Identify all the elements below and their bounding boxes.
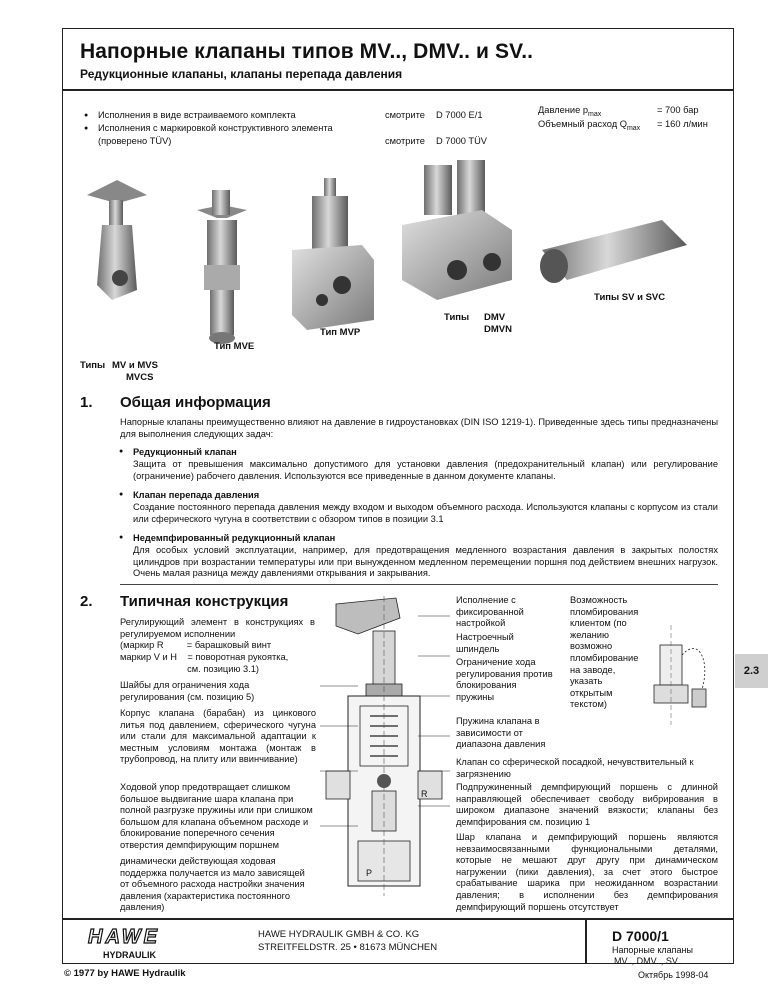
section2-title: Типичная конструкция — [120, 593, 289, 610]
s2-left-2: (маркир R = барашковый винт — [120, 640, 272, 650]
section1-title: Общая информация — [120, 394, 271, 411]
label-mv-c: MVCS — [126, 372, 154, 383]
product-photos — [62, 150, 734, 390]
page-subtitle: Редукционные клапаны, клапаны перепада давления — [80, 67, 403, 81]
s2-left-8: динамически действующая ходовая поддержка получается из мало зависящей от объемного расхода настройки значения давления (характеристика постоянного давления) — [120, 856, 305, 913]
sv-valve-image — [540, 220, 687, 283]
label-mv-a: Типы — [80, 360, 106, 371]
s2-mid-1: Исполнение с фиксированной настройкой — [456, 595, 524, 629]
footer-divider — [62, 918, 734, 920]
mvp-valve-image — [292, 178, 374, 330]
label-mv-b: MV и MVS — [112, 360, 158, 371]
item3-text: Для особых условий эксплуатации, например, для предотвращения медленного возрастания давления в закрытых полостях цилиндров при возрастании температуры или при вынужденном медленном перемещении поршня под действием внешних нагрузок. Очень малая разница между давлениями открывания и закрывания. — [133, 545, 718, 579]
valve-cross-section — [318, 596, 450, 896]
mve-valve-image — [197, 190, 247, 344]
header-divider — [62, 89, 734, 91]
company-address: STREITFELDSTR. 25 • 81673 MÜNCHEN — [258, 942, 438, 953]
s2-mid-2: Настроечный шпиндель — [456, 632, 514, 654]
intro-bullet-2-cont: (проверено TÜV) — [98, 136, 172, 146]
doc-date: Октябрь 1998-04 — [638, 970, 709, 980]
s2-right-top: Возможность пломбирования клиентом (по желанию возможно пломбирование на заводе, указать открытым текстом) — [570, 595, 639, 710]
label-mve: Тип MVE — [214, 341, 255, 352]
ref-1: D 7000 E/1 — [436, 110, 483, 120]
copyright: © 1977 by HAWE Hydraulik — [64, 968, 186, 979]
hawe-logo: HAWE — [88, 926, 160, 948]
port-r-label: R — [421, 789, 428, 799]
item1-heading: ● Редукционный клапан — [133, 447, 237, 457]
section2-number: 2. — [80, 593, 93, 610]
doc-desc-2: MV.., DMV.., SV.. — [614, 956, 683, 966]
label-mvp: Тип MVP — [320, 327, 361, 338]
spec-flow-label: Объемный расход $Q_{max}$ — [538, 119, 641, 132]
s2-left-3: маркир V и H = поворотная рукоятка, — [120, 652, 289, 662]
see-label-1: смотрите — [385, 110, 425, 120]
s2-right-3: Шар клапана и демпфирующий поршень являются невзаимосвязанными функциональными деталями, которые не мешают друг другу при динамическом нагружении (пики давления), за счет этого быстрое срабатывание шарика при неожиданном возрастании давления; в исполнении без демпфирования демпфирующий поршень отсутствует — [456, 832, 718, 912]
label-dmv-c: DMVN — [484, 324, 512, 335]
port-p-label: P — [366, 868, 373, 878]
spec-pressure-value: = 700 бар — [657, 105, 699, 115]
hawe-logo-sub: HYDRAULIK — [103, 950, 156, 960]
dmv-valve-image — [402, 160, 512, 300]
spec-pressure-label: Давление $p_{max}$ — [538, 105, 602, 118]
mv-valve-image — [87, 180, 147, 300]
page-title: Напорные клапаны типов MV.., DMV.. и SV.. — [80, 40, 534, 63]
intro-bullet-2: ● Исполнения с маркировкой конструктивного элемента — [98, 122, 333, 134]
s2-mid-3: Ограничение хода регулирования против блокирования пружины — [456, 657, 553, 702]
section1-number: 1. — [80, 394, 93, 411]
s2-left-4: см. позицию 3.1) — [120, 664, 260, 674]
sealing-drawing — [640, 625, 720, 725]
s2-left-5: Шайбы для ограничения хода регулирования (см. позицию 5) — [120, 680, 255, 702]
section-divider — [120, 584, 718, 585]
company-name: HAWE HYDRAULIK GMBH & CO. KG — [258, 929, 420, 940]
item3-heading: ● Недемпфированный редукционный клапан — [133, 533, 335, 543]
s2-left-1: Регулирующий элемент в конструкциях в регулируемом исполнении — [120, 617, 315, 639]
section-tab: 2.3 — [735, 654, 768, 688]
label-dmv-a: Типы — [444, 312, 470, 323]
s2-right-2: Подпружиненный демпфирующий поршень с длинной направляющей обеспечивает свободу вибрирования в широком диапазоне значений вязкости; клапаны без демпфирования см. позицию 1 — [456, 782, 718, 827]
item1-text: Защита от превышения максимально допустимого для установки давления (предохранительный клапан) или регулирование (ограничение) рабочего давления. Используются все приведенные в данном документе клапаны. — [133, 459, 718, 481]
section1-intro: Напорные клапаны преимущественно влияют на давление в гидроустановках (DIN ISO 1219-1). Приведенные здесь типы предназначены для выполнения следующих задач: — [120, 417, 718, 439]
spec-flow-value: = 160 л/мин — [657, 119, 708, 129]
s2-right-1: Клапан со сферической посадкой, нечувствительный к загрязнению — [456, 757, 694, 779]
s2-left-6: Корпус клапана (барабан) из цинкового литья под давлением, сферического чугуна или стали для максимальной адаптации к местным условиям монтажа (монтаж в трубопровод, на плиту или ввинчивание) — [120, 708, 316, 765]
intro-bullet-1: ● Исполнения в виде встраиваемого комплекта — [98, 109, 296, 121]
doc-number: D 7000/1 — [612, 928, 669, 944]
label-dmv-b: DMV — [484, 312, 506, 323]
label-sv-types: Типы SV и SVC — [594, 292, 666, 303]
item2-text: Создание постоянного перепада давления между входом и выходом объемного расхода. Используются клапаны с корпусом из стали или сферического чугуна в соответствии с обзором типов в позиции 3.1 — [133, 502, 718, 524]
s2-mid-4: Пружина клапана в зависимости от диапазона давления — [456, 716, 546, 750]
footer-vdivider — [585, 918, 587, 964]
doc-desc-1: Напорные клапаны — [612, 945, 693, 955]
s2-left-7: Ходовой упор предотвращает слишком большое выдвигание шара клапана при полной разгрузке пружины или при слишком большом для клапана объемном расходе и блокирование поперечного сечения отверстия демпфирующим поршнем — [120, 782, 313, 850]
item2-heading: ● Клапан перепада давления — [133, 490, 259, 500]
see-label-2: смотрите — [385, 136, 425, 146]
ref-2: D 7000 TÜV — [436, 136, 487, 146]
